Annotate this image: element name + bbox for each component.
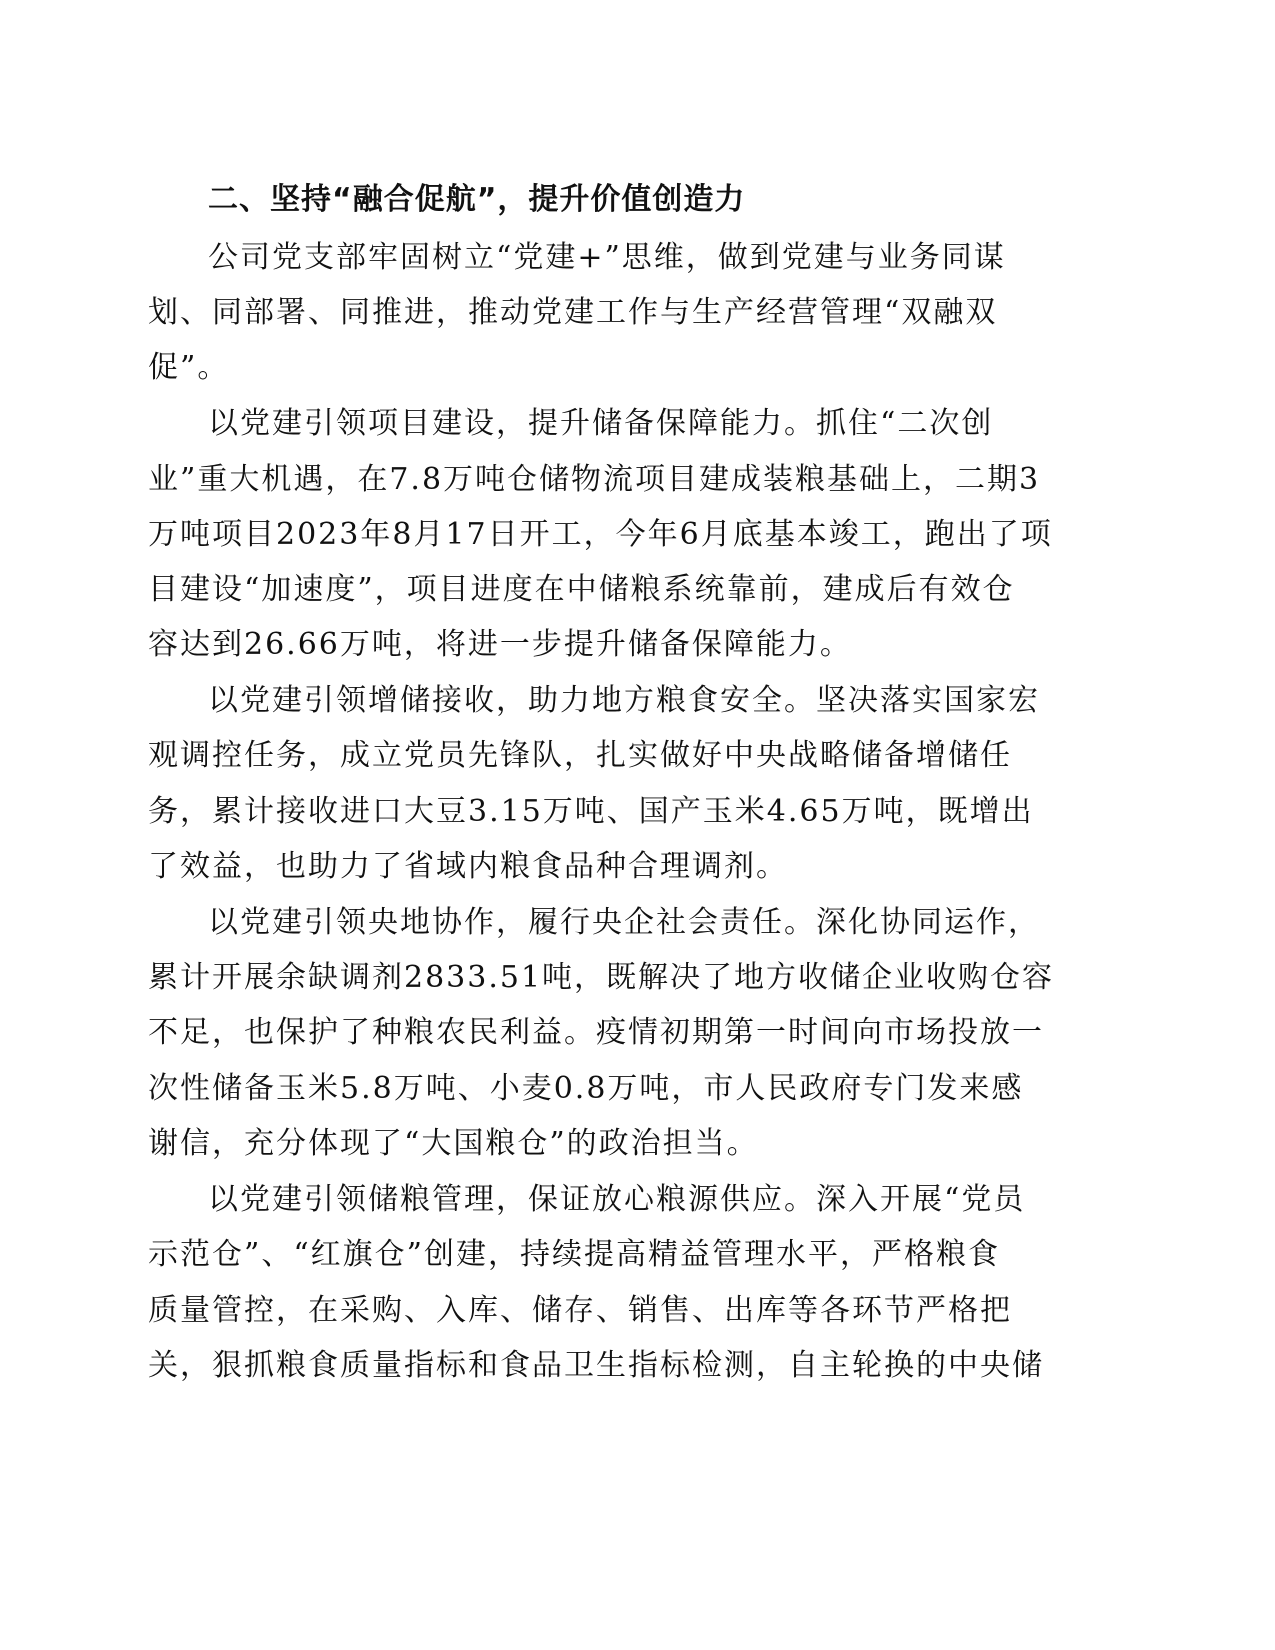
paragraph-line: 务，累计接收进口大豆3.15万吨、国产玉米4.65万吨，既增出 — [148, 794, 1034, 829]
section-heading: 二、坚持“融合促航”，提升价值创造力 — [208, 182, 746, 217]
paragraph-line: 示范仓”、“红旗仓”创建，持续提高精益管理水平，严格粮食 — [148, 1237, 1001, 1272]
paragraph-line: 不足，也保护了种粮农民利益。疫情初期第一时间向市场投放一 — [148, 1015, 1044, 1050]
paragraph-line: 以党建引领项目建设，提升储备保障能力。抓住“二次创 — [208, 406, 994, 441]
paragraph-line: 万吨项目2023年8月17日开工，今年6月底基本竣工，跑出了项 — [148, 517, 1053, 552]
paragraph-line: 质量管控，在采购、入库、储存、销售、出库等各环节严格把 — [148, 1293, 1012, 1328]
paragraph-line: 以党建引领增储接收，助力地方粮食安全。坚决落实国家宏 — [208, 683, 1040, 718]
paragraph-line: 容达到26.66万吨，将进一步提升储备保障能力。 — [148, 627, 852, 662]
paragraph-line: 谢信，充分体现了“大国粮仓”的政治担当。 — [148, 1126, 759, 1161]
paragraph-line: 累计开展余缺调剂2833.51吨，既解决了地方收储企业收购仓容 — [148, 960, 1055, 995]
paragraph-line: 了效益，也助力了省域内粮食品种合理调剂。 — [148, 849, 788, 884]
paragraph-line: 以党建引领储粮管理，保证放心粮源供应。深入开展“党员 — [208, 1182, 1026, 1217]
paragraph-line: 公司党支部牢固树立“党建+”思维，做到党建与业务同谋 — [208, 240, 1006, 275]
paragraph-line: 次性储备玉米5.8万吨、小麦0.8万吨，市人民政府专门发来感 — [148, 1071, 1024, 1106]
paragraph-line: 目建设“加速度”，项目进度在中储粮系统靠前，建成后有效仓 — [148, 572, 1015, 607]
paragraph-line: 促”。 — [148, 350, 230, 385]
paragraph-line: 观调控任务，成立党员先锋队，扎实做好中央战略储备增储任 — [148, 738, 1012, 773]
paragraph-line: 关，狠抓粮食质量指标和食品卫生指标检测，自主轮换的中央储 — [148, 1348, 1044, 1383]
paragraph-line: 业”重大机遇，在7.8万吨仓储物流项目建成装粮基础上，二期3 — [148, 462, 1041, 497]
paragraph-line: 划、同部署、同推进，推动党建工作与生产经营管理“双融双 — [148, 295, 998, 330]
paragraph-line: 以党建引领央地协作，履行央企社会责任。深化协同运作， — [208, 905, 1040, 940]
